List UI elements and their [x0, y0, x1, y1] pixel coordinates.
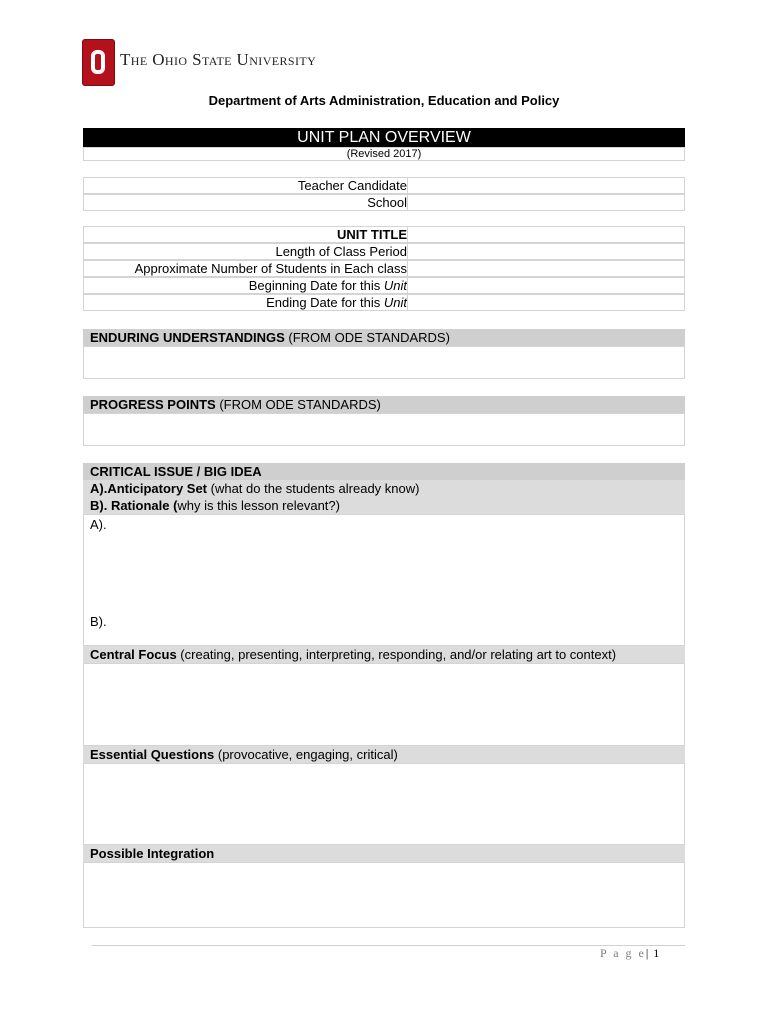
- department-title: Department of Arts Administration, Education and Policy: [208, 93, 560, 108]
- progress-points-field[interactable]: [83, 413, 685, 446]
- length-row[interactable]: [83, 243, 685, 260]
- school-row[interactable]: [83, 194, 685, 211]
- footer-divider: [92, 945, 685, 946]
- ending-date-row[interactable]: [83, 294, 685, 311]
- unit-plan-title: UNIT PLAN OVERVIEW: [83, 128, 685, 147]
- page-number: P a g e| 1: [600, 946, 660, 960]
- possible-integration-field[interactable]: [83, 862, 685, 928]
- anticipatory-set-header: A).Anticipatory Set (what do the students already know): [83, 480, 685, 497]
- rationale-header: B). Rationale (why is this lesson relevant?): [83, 497, 685, 514]
- beginning-date-row[interactable]: [83, 277, 685, 294]
- length-label: Length of Class Period: [275, 244, 407, 259]
- possible-integration-header: Possible Integration: [83, 845, 685, 862]
- anticipatory-rationale-field[interactable]: [83, 514, 685, 646]
- essential-questions-header: Essential Questions (provocative, engaging, critical): [83, 746, 685, 763]
- a-label: A).: [90, 517, 107, 532]
- essential-questions-field[interactable]: [83, 763, 685, 845]
- central-focus-field[interactable]: [83, 663, 685, 746]
- progress-points-header: PROGRESS POINTS (FROM ODE STANDARDS): [83, 396, 685, 413]
- unit-title-row[interactable]: [83, 226, 685, 243]
- central-focus-header: Central Focus (creating, presenting, interpreting, responding, and/or relating art to context): [83, 646, 685, 663]
- beginning-date-label: Beginning Date for this Unit: [248, 278, 407, 293]
- teacher-candidate-row[interactable]: [83, 177, 685, 194]
- students-row[interactable]: [83, 260, 685, 277]
- ending-date-label: Ending Date for this Unit: [266, 295, 407, 310]
- unit-title-label: UNIT TITLE: [336, 227, 407, 242]
- students-label: Approximate Number of Students in Each class: [134, 261, 407, 276]
- osu-logo-o-icon: [91, 50, 105, 74]
- university-name: The Ohio State University: [120, 50, 317, 69]
- enduring-understandings-field[interactable]: [83, 346, 685, 379]
- school-label: School: [367, 195, 407, 210]
- b-label: B).: [90, 614, 107, 629]
- critical-issue-header: CRITICAL ISSUE / BIG IDEA: [83, 463, 685, 480]
- revised-note: (Revised 2017): [83, 147, 685, 161]
- teacher-candidate-label: Teacher Candidate: [297, 178, 407, 193]
- enduring-understandings-header: ENDURING UNDERSTANDINGS (FROM ODE STANDARDS): [83, 329, 685, 346]
